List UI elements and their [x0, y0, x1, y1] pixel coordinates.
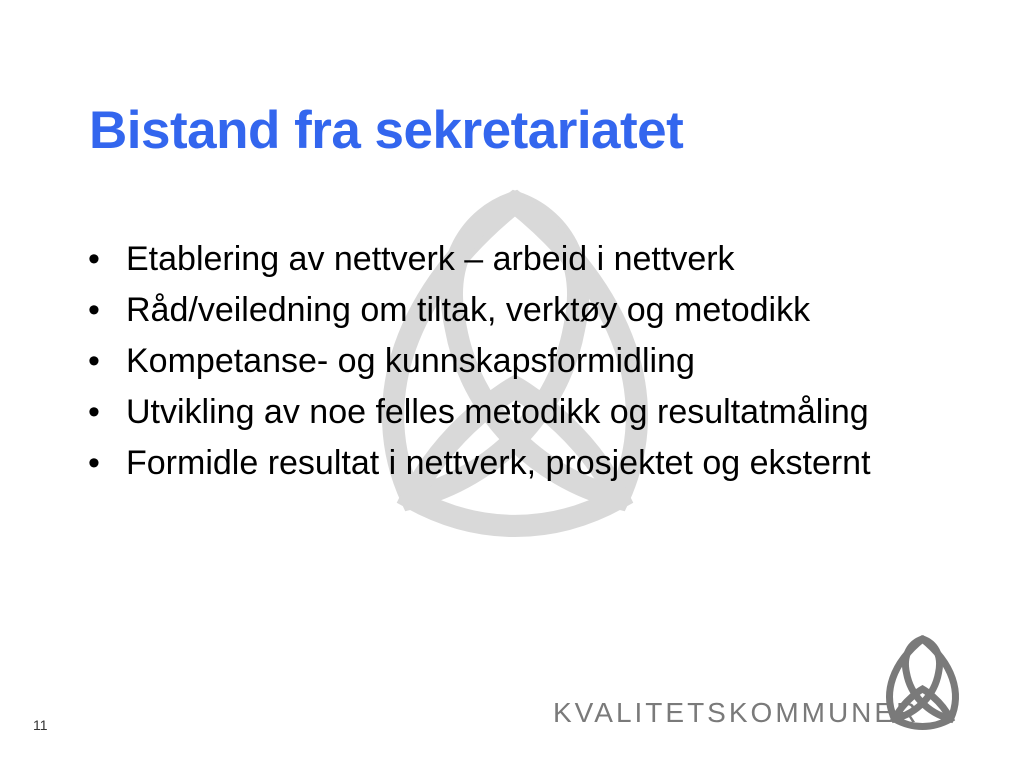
bullet-marker: • [88, 342, 100, 380]
bullet-marker: • [88, 444, 100, 482]
bullet-item [88, 444, 948, 483]
slide-number: 11 [33, 717, 48, 733]
bullet-item [88, 291, 948, 330]
bullet-marker: • [88, 291, 100, 329]
bullet-item [88, 240, 948, 279]
bullet-marker: • [88, 240, 100, 278]
bullet-marker: • [88, 393, 100, 431]
bullet-text: Råd/veiledning om tiltak, verktøy og metodikk [126, 291, 811, 329]
bullet-item [88, 393, 948, 432]
slide-title: Bistand fra sekretariatet [89, 101, 684, 160]
bullet-text: Kompetanse- og kunnskapsformidling [126, 342, 695, 380]
bullet-text: Utvikling av noe felles metodikk og resultatmåling [126, 393, 869, 431]
logo-wordmark: KVALITETSKOMMUNER [553, 697, 920, 728]
trefoil-knot-icon [870, 633, 975, 733]
bullet-text: Etablering av nettverk – arbeid i nettverk [126, 240, 735, 278]
bullet-list [88, 240, 948, 495]
bullet-item [88, 342, 948, 381]
bullet-text: Formidle resultat i nettverk, prosjektet og eksternt [126, 444, 871, 482]
